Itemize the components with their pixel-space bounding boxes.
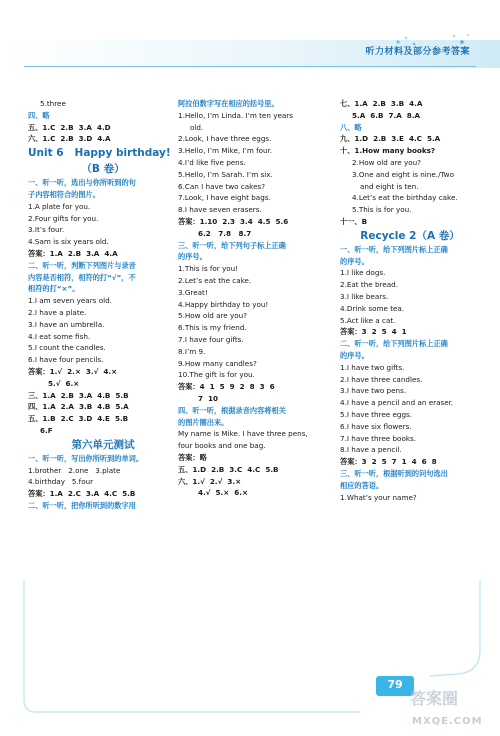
col2-line: 8.I’m 9.: [178, 346, 206, 356]
col2-line: 6.2 7.8 8.7: [198, 228, 252, 238]
col3-line: 七、1.A 2.B 3.B 4.A: [340, 99, 423, 108]
col3-line: 答案：3 2 5 4 1: [340, 327, 407, 337]
col2-line: 7.Look, I have eight bags.: [178, 193, 271, 203]
col2-line: 2.Let’s eat the cake.: [178, 275, 252, 285]
col2-line: 6.This is my friend.: [178, 323, 247, 333]
col1-line: 1.A plate for you.: [28, 201, 91, 211]
col1-line: 五、1.C 2.B 3.A 4.D: [28, 122, 111, 132]
col2-line: 四、听一听，根据录音内容将相关: [178, 405, 286, 415]
col3-line: 4.Drink some tea.: [340, 303, 405, 313]
col2-line: 答案：4 1 5 9 2 8 3 6: [178, 382, 275, 392]
col3-line: 相应的答语。: [340, 480, 384, 490]
col3-line: Recycle 2（A 卷）: [360, 229, 460, 242]
col3-line: 3.I have two pens.: [340, 386, 407, 396]
col1-line: 3.It’s four.: [28, 225, 65, 235]
col3-line: 5.I have three eggs.: [340, 409, 413, 419]
col1-line: 3.I have an umbrella.: [28, 319, 105, 329]
col1-line: 一、听一听，选出与你所听到的句: [28, 178, 136, 188]
col2-line: 9.How many candles?: [178, 358, 257, 368]
col2-line: 3.Hello, I’m Mike, I’m four.: [178, 146, 273, 156]
col2-line: old.: [190, 122, 204, 132]
col1-line: 答案：1.A 2.B 3.A 4.A: [28, 248, 118, 258]
col2-line: 5.How old are you?: [178, 311, 247, 321]
col1-line: 二、听一听，把你所听到的数字用: [28, 500, 136, 510]
col1-line: 第六单元测试: [71, 438, 135, 451]
col1-line: 相符的打“×”。: [28, 284, 80, 294]
col3-line: 3.I like bears.: [340, 291, 389, 301]
col3-line: 三、听一听，根据听到的问句选出: [340, 468, 448, 478]
col2-line: 2.Look, I have three eggs.: [178, 134, 272, 144]
col3-line: 1.I have two gifts.: [340, 362, 405, 372]
col1-line: 6.I have four pencils.: [28, 355, 104, 365]
col2-line: 的图片圈出来。: [178, 417, 229, 427]
col3-line: 十一、B: [340, 216, 368, 226]
col1-line: 4.I eat some fish.: [28, 331, 91, 341]
col2-line: 六、1.√ 2.√ 3.×: [178, 476, 242, 486]
col2-line: 10.The gift is for you.: [178, 370, 255, 380]
col3-line: 1.I like dogs.: [340, 268, 386, 278]
col1-line: 5.I count the candles.: [28, 343, 106, 353]
page-header: [0, 0, 500, 86]
col3-line: 2.Eat the bread.: [340, 280, 399, 290]
col2-line: 4.Happy birthday to you!: [178, 299, 269, 309]
col1-line: 1.brother 2.one 3.plate: [28, 465, 121, 475]
right-column: [340, 98, 480, 503]
col2-line: 7.I have four gifts.: [178, 334, 244, 344]
col2-line: 1.Hello, I’m Linda. I’m ten years: [178, 110, 293, 120]
col3-line: 6.I have six flowers.: [340, 421, 412, 431]
col2-line: 答案：1.10 2.3 3.4 4.5 5.6: [178, 216, 289, 226]
col2-line: four books and one bag.: [178, 441, 266, 451]
col1-line: 5.√ 6.×: [48, 378, 80, 388]
col2-line: 1.This is for you!: [178, 264, 239, 274]
col2-line: My name is Mike. I have three pens,: [178, 429, 308, 439]
col1-line: （B 卷）: [81, 163, 125, 176]
col1-line: 四、1.A 2.A 3.B 4.B 5.A: [28, 402, 129, 412]
col2-line: 4.√ 5.× 6.×: [198, 488, 249, 498]
col1-line: 四、略: [28, 110, 50, 120]
col3-line: 的序号。: [340, 350, 369, 360]
page-number: 79: [387, 678, 403, 691]
col3-line: 八、略: [340, 122, 362, 132]
col3-line: 4.I have a pencil and an eraser.: [340, 398, 454, 408]
col3-line: 的序号。: [340, 256, 369, 266]
col3-line: 一、听一听，给下列图片标上正确: [340, 244, 448, 254]
col3-line: 3.One and eight is nine./Two: [352, 169, 454, 179]
col3-line: 2.How old are you?: [352, 157, 421, 167]
col3-line: 九、1.D 2.B 3.E 4.C 5.A: [340, 134, 441, 144]
col2-line: 3.Great!: [178, 287, 208, 297]
col2-line: 8.I have seven erasers.: [178, 205, 262, 215]
col1-line: 5.three: [40, 99, 66, 108]
watermark-text: 答案圈: [410, 689, 459, 708]
col3-line: 二、听一听，给下列图片标上正确: [340, 339, 448, 349]
col1-line: 六、1.C 2.B 3.D 4.A: [28, 134, 111, 144]
col1-line: 一、听一听，写出你所听到的单词。: [28, 453, 144, 463]
col2-line: 5.Hello, I’m Sarah. I’m six.: [178, 169, 273, 179]
col3-line: 十、1.How many books?: [340, 146, 436, 156]
col1-line: 2.I have a plate.: [28, 307, 87, 317]
col1-line: 1.I am seven years old.: [28, 296, 112, 306]
col2-line: 7 10: [198, 393, 219, 403]
col2-line: 阿拉伯数字写在相应的括号里。: [178, 99, 279, 108]
header-title: 听力材料及部分参考答案: [365, 47, 470, 57]
col3-line: 1.What’s your name?: [340, 492, 417, 502]
col1-line: 6.F: [40, 425, 53, 435]
col2-line: 6.Can I have two cakes?: [178, 181, 266, 191]
col1-line: 五、1.B 2.C 3.D 4.E 5.B: [28, 414, 129, 424]
col3-line: 8.I have a pencil.: [340, 445, 402, 455]
middle-column: [178, 98, 328, 499]
col3-line: 5.Act like a cat.: [340, 315, 396, 325]
col2-line: 三、听一听，给下列句子标上正确: [178, 240, 286, 250]
col2-line: 答案：略: [178, 452, 207, 462]
watermark-url: MXQE.COM: [412, 716, 483, 727]
col1-line: 答案：1.A 2.C 3.A 4.C 5.B: [28, 489, 136, 499]
col1-line: 4.Sam is six years old.: [28, 237, 109, 247]
col3-line: 2.I have three candles.: [340, 374, 423, 384]
col1-line: 2.Four gifts for you.: [28, 213, 99, 223]
left-column: [28, 98, 178, 512]
col3-line: and eight is ten.: [360, 181, 419, 191]
col1-line: Unit 6 Happy birthday!: [28, 147, 171, 160]
col3-line: 答案：3 2 5 7 1 4 6 8: [340, 457, 437, 467]
col1-line: 三、1.A 2.B 3.A 4.B 5.B: [28, 390, 129, 400]
col1-line: 答案：1.√ 2.× 3.√ 4.×: [28, 366, 118, 376]
col3-line: 4.Let’s eat the birthday cake.: [352, 193, 458, 203]
col3-line: 5.This is for you.: [352, 205, 412, 215]
col1-line: 4.birthday 5.four: [28, 477, 94, 487]
page-number-badge: [376, 676, 414, 696]
col2-line: 4.I’d like five pens.: [178, 157, 246, 167]
col1-line: 子内容相符合的图片。: [28, 189, 100, 199]
col1-line: 内容是否相符，相符的打“√”，不: [28, 272, 136, 282]
col1-line: 二、听一听，判断下列图片与录音: [28, 260, 136, 270]
col2-line: 五、1.D 2.B 3.C 4.C 5.B: [178, 464, 279, 474]
col3-line: 5.A 6.B 7.A 8.A: [352, 110, 421, 120]
col3-line: 7.I have three books.: [340, 433, 417, 443]
header-divider: [24, 66, 476, 67]
col2-line: 的序号。: [178, 252, 207, 262]
